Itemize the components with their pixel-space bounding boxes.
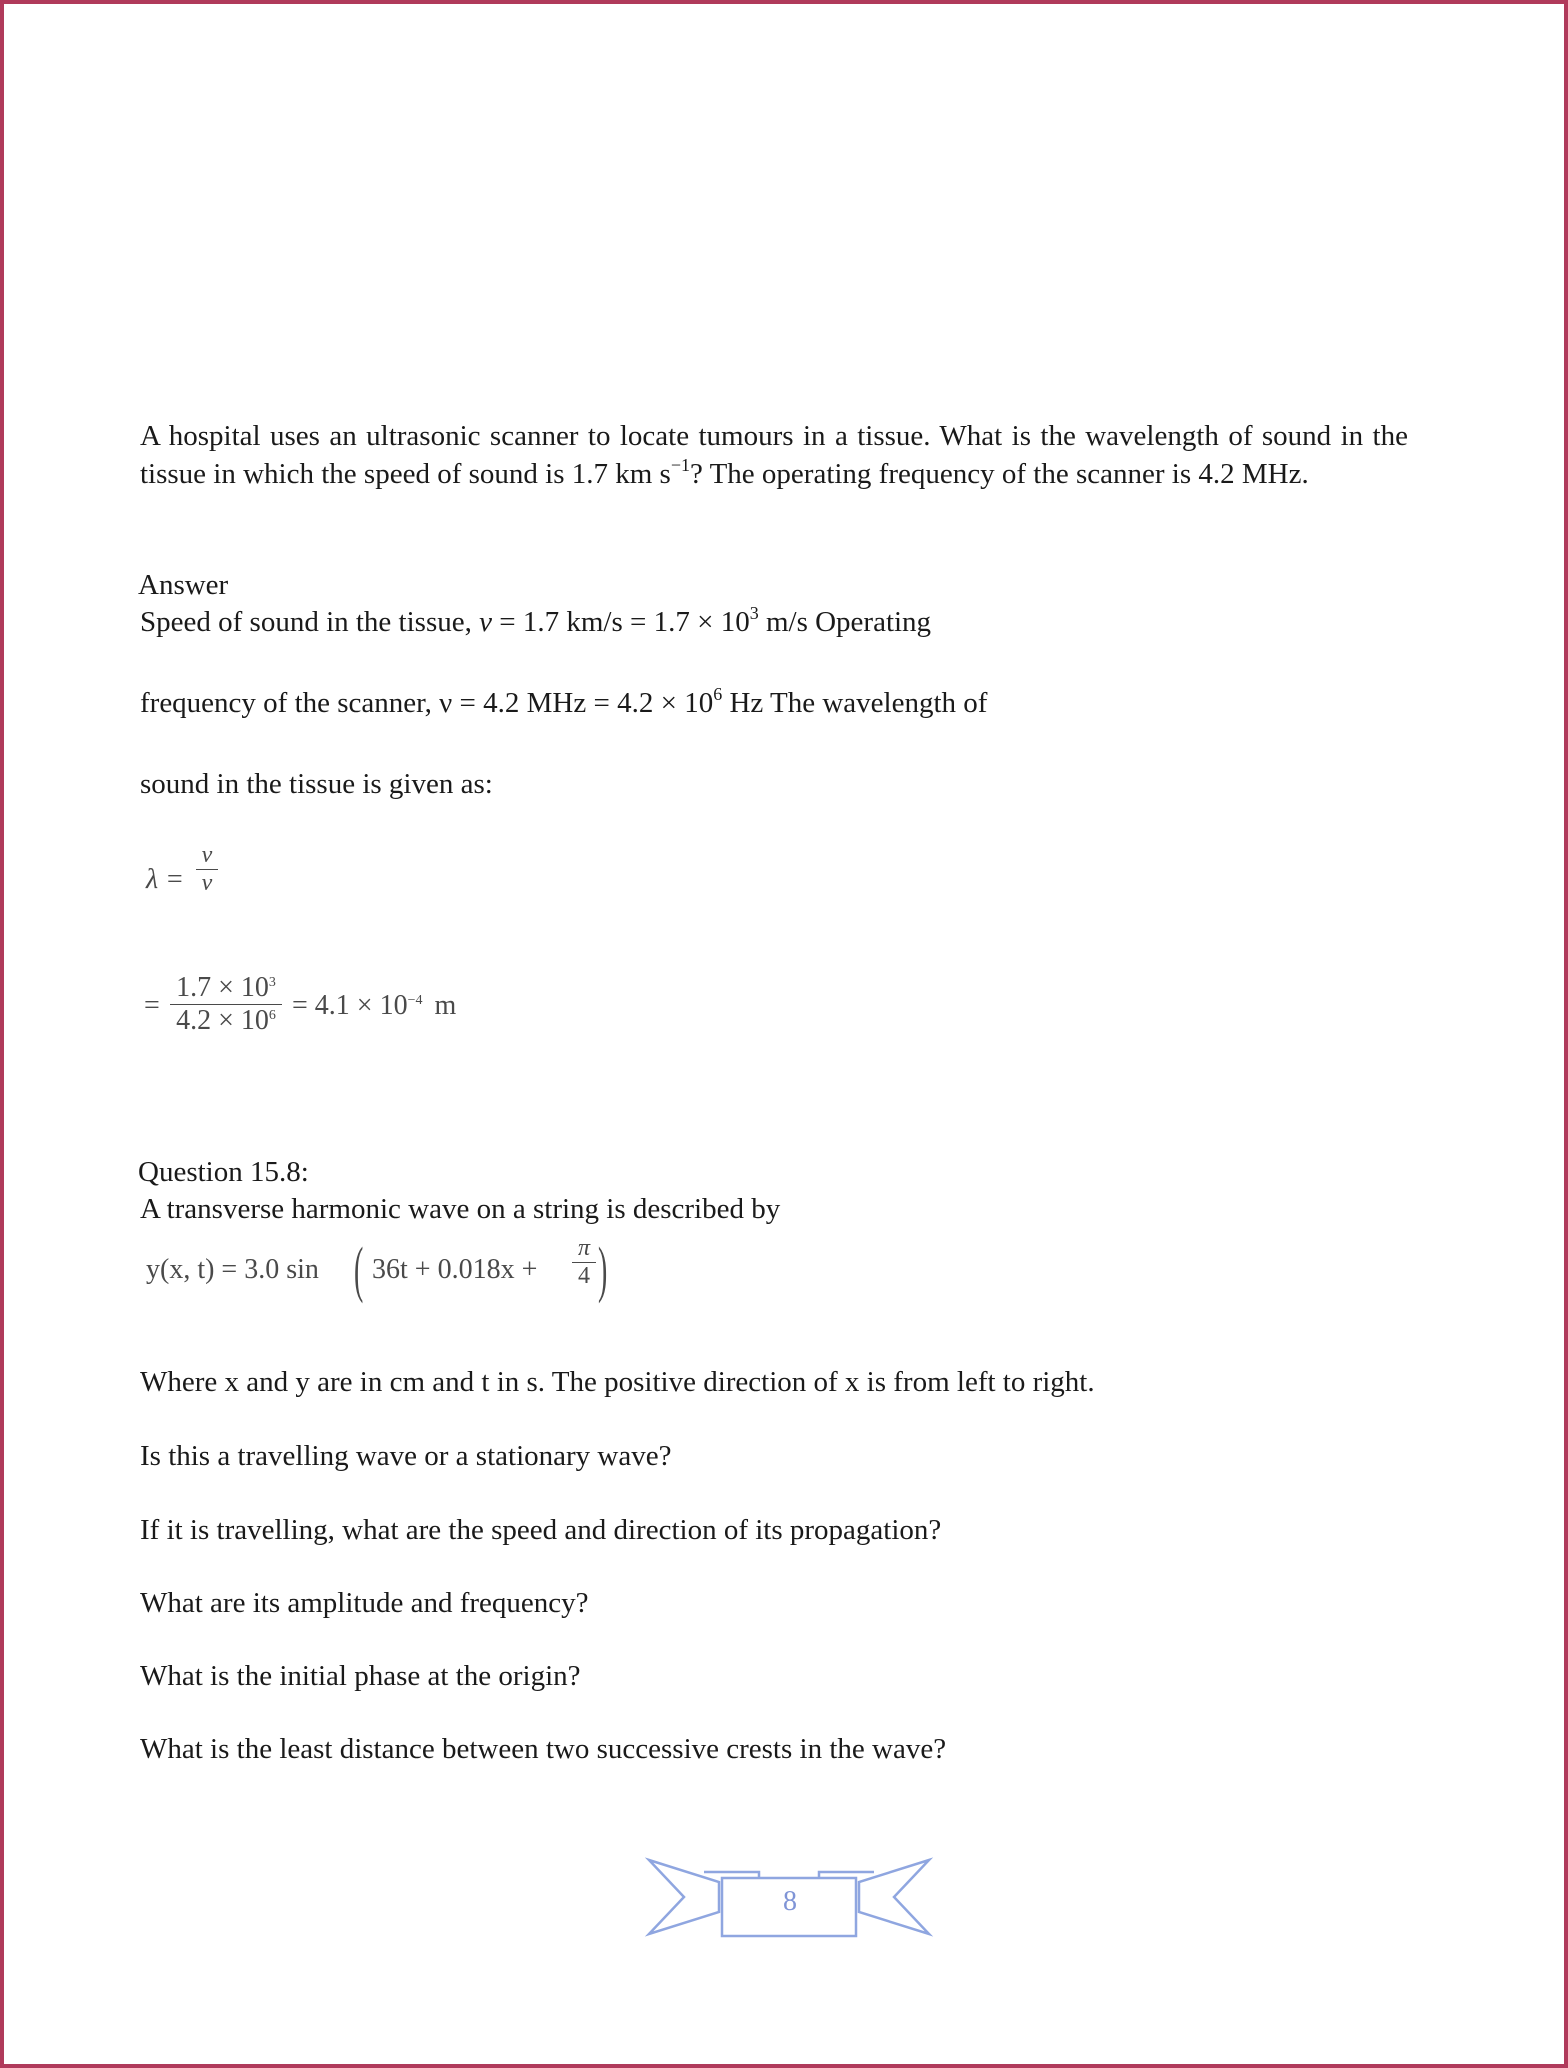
formula-lambda-denominator: ν bbox=[201, 870, 213, 896]
question-part-d: What is the initial phase at the origin? bbox=[140, 1660, 581, 1692]
answer-label: Answer bbox=[138, 569, 229, 601]
wave-equation-denominator: 4 bbox=[578, 1263, 590, 1289]
question-part-b: If it is travelling, what are the speed and direction of its propagation? bbox=[140, 1514, 942, 1546]
formula-lambda-lhs: λ = bbox=[146, 864, 185, 895]
question-part-c: What are its amplitude and frequency? bbox=[140, 1587, 589, 1619]
wave-equation-fraction bbox=[572, 1235, 596, 1290]
question-part-a: Is this a travelling wave or a stationary wave? bbox=[140, 1440, 672, 1472]
answer-line-2: frequency of the scanner, ν = 4.2 MHz = $4.2 \times 10^6$ Hz The wavelength of bbox=[140, 684, 988, 719]
question-15-7-text: A hospital uses an ultrasonic scanner to locate tumours in a tissue. What is the wavelength of sound in the tissue in which the speed of sound is 1.7 km $s^{-1}$? The operating frequency of the scanner is 4.2 MHz. bbox=[140, 420, 1408, 490]
formula-lambda-numerator: v bbox=[201, 842, 213, 868]
formula-result-numerator: $1.7 \times 10^3$ bbox=[176, 972, 276, 1003]
page-number: 8 bbox=[783, 1886, 797, 1917]
question-15-8-title: Question 15.8: bbox=[138, 1156, 309, 1188]
question-15-8-where: Where x and y are in cm and t in s. The positive direction of x is from left to right. bbox=[140, 1366, 1095, 1398]
formula-result-value: = $4.1 \times 10^{-4}$ m bbox=[292, 990, 457, 1021]
wave-equation-numerator: π bbox=[577, 1235, 591, 1261]
wave-equation-lhs: y(x, t) = 3.0 sin bbox=[146, 1254, 319, 1285]
formula-lambda-fraction bbox=[196, 842, 218, 897]
question-15-8-intro: A transverse harmonic wave on a string is described by bbox=[140, 1193, 781, 1225]
formula-result-equals: = bbox=[144, 990, 160, 1021]
answer-line-1: Speed of sound in the tissue, v = 1.7 $km/s = 1.7 \times 10^3$ m/s Operating bbox=[140, 603, 932, 638]
formula-result-denominator: $4.2 \times 10^6$ bbox=[176, 1005, 276, 1036]
paren-right: ) bbox=[598, 1236, 608, 1304]
question-part-e: What is the least distance between two successive crests in the wave? bbox=[140, 1733, 947, 1765]
wave-equation-argument: 36t + 0.018x + bbox=[372, 1254, 538, 1285]
paren-left: ( bbox=[354, 1236, 364, 1304]
answer-line-3: sound in the tissue is given as: bbox=[140, 768, 493, 800]
formula-result-fraction bbox=[170, 972, 282, 1037]
